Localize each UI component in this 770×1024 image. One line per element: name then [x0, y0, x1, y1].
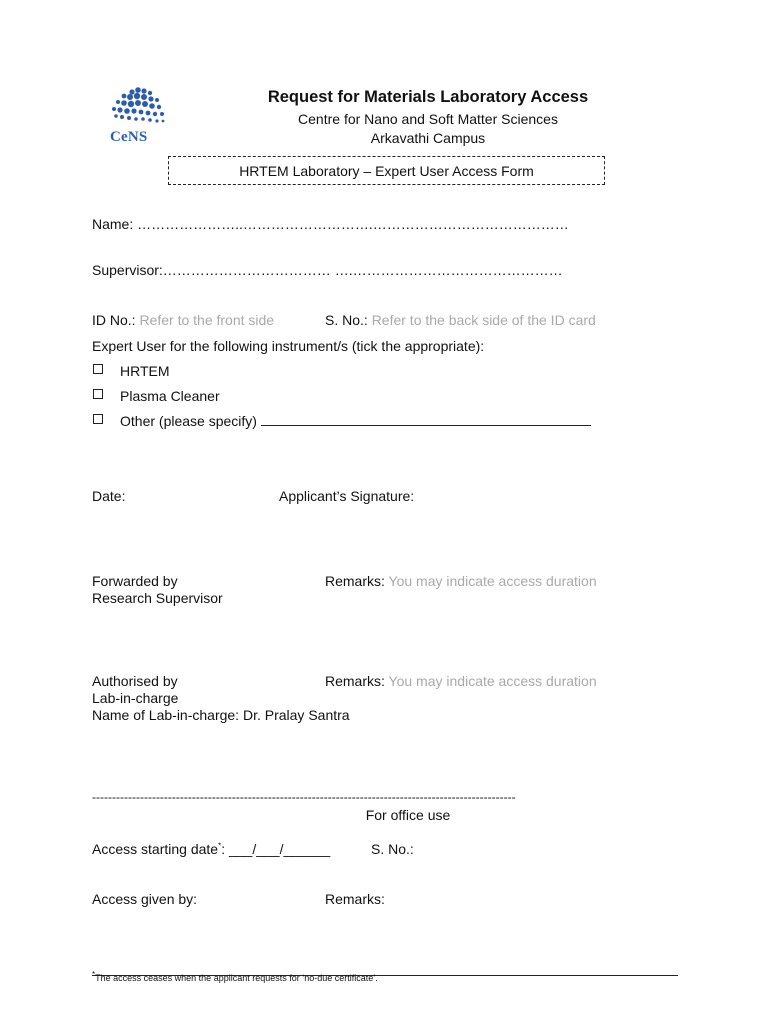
serial-number-label: S. No.:	[325, 312, 368, 328]
remarks-hint: You may indicate access duration	[388, 573, 597, 589]
signature-field[interactable]: Applicant’s Signature:	[279, 488, 415, 504]
other-label: Other (please specify)	[120, 413, 257, 429]
remarks-hint: You may indicate access duration	[388, 673, 597, 689]
serial-number-hint: Refer to the back side of the ID card	[371, 312, 596, 328]
remarks-label: Remarks:	[325, 573, 385, 589]
institute-name: Centre for Nano and Soft Matter Sciences	[298, 111, 558, 127]
remarks-label: Remarks:	[325, 673, 385, 689]
office-separator: ----------------------------------------------------------------------------------------------------------	[92, 790, 516, 804]
logo-text: CeNS	[110, 129, 148, 145]
other-specify-line[interactable]	[261, 425, 591, 426]
id-number-hint: Refer to the front side	[139, 312, 275, 328]
access-start-date-label: Access starting date	[92, 841, 219, 857]
hrtem-label: HRTEM	[120, 363, 170, 379]
lab-in-charge-name: Name of Lab-in-charge: Dr. Pralay Santra	[92, 707, 350, 723]
access-start-date-blank: : ___/___/______	[221, 841, 331, 857]
supervisor-field[interactable]: Supervisor:……………………………… ….………………………………………	[92, 262, 563, 278]
campus-name: Arkavathi Campus	[370, 130, 486, 146]
supervisor-remarks-field[interactable]	[325, 573, 597, 589]
footnote	[92, 970, 378, 983]
plasma-cleaner-checkbox[interactable]	[93, 389, 103, 399]
research-supervisor-label: Research Supervisor	[92, 590, 223, 606]
form-name-box	[168, 156, 605, 185]
footnote-mark: *	[92, 970, 96, 979]
access-start-date-field[interactable]	[92, 841, 330, 857]
form-name: HRTEM Laboratory – Expert User Access Form	[239, 163, 534, 179]
id-number-label: ID No.:	[92, 312, 136, 328]
serial-number-field[interactable]	[325, 312, 596, 328]
name-field[interactable]: Name: …………………..……………………….……………………………………	[92, 216, 569, 232]
lab-remarks-field[interactable]	[325, 673, 597, 689]
plasma-cleaner-label: Plasma Cleaner	[120, 388, 220, 404]
instrument-prompt: Expert User for the following instrument/s (tick the appropriate):	[92, 338, 485, 354]
footnote-marker: *	[218, 841, 222, 851]
page-title: Request for Materials Laboratory Access	[267, 88, 589, 106]
hrtem-checkbox[interactable]	[93, 364, 103, 374]
office-serial-number-field[interactable]: S. No.:	[371, 841, 414, 857]
office-use-title: For office use	[365, 807, 451, 823]
other-checkbox[interactable]	[93, 414, 103, 424]
forwarded-by-label: Forwarded by	[92, 573, 178, 589]
date-field[interactable]: Date:	[92, 488, 126, 504]
other-instrument-field[interactable]	[120, 413, 591, 429]
access-given-by-field[interactable]: Access given by:	[92, 891, 198, 907]
footnote-text: The access ceases when the applicant requests for ‘no-due certificate’.	[95, 973, 378, 983]
office-remarks-field[interactable]: Remarks:	[325, 891, 385, 907]
lab-in-charge-label: Lab-in-charge	[92, 690, 179, 706]
authorised-by-label: Authorised by	[92, 673, 178, 689]
id-number-field[interactable]	[92, 312, 274, 328]
